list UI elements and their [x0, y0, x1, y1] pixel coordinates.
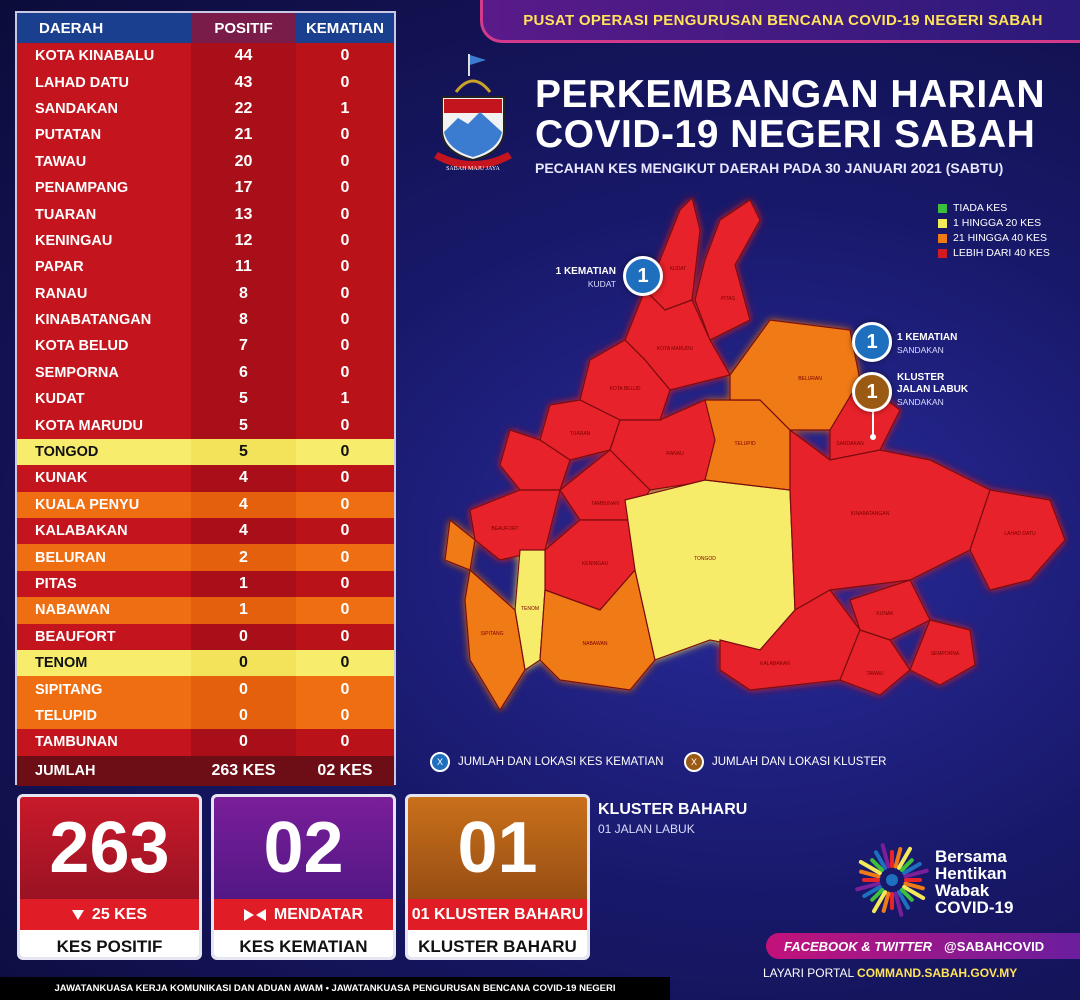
table-row: [17, 624, 394, 650]
map-district-pitas: [695, 200, 760, 340]
table-row: [17, 650, 394, 676]
positive-count-cell: 2: [191, 544, 296, 570]
table-row: [17, 386, 394, 412]
positive-cases-card: [17, 794, 202, 960]
social-platforms: FACEBOOK & TWITTER: [784, 938, 933, 954]
svg-text:TELUPID: TELUPID: [734, 441, 756, 447]
positive-count-cell: 0: [191, 676, 296, 702]
legend-item: 21 HINGGA 40 KES: [938, 231, 1050, 246]
svg-text:TONGOD: TONGOD: [694, 556, 716, 562]
district-name: KINABATANGAN: [35, 312, 152, 329]
table-row: [17, 69, 394, 95]
svg-text:KOTA BELUD: KOTA BELUD: [609, 386, 641, 392]
table-row: [17, 201, 394, 227]
death-count-cell: 0: [340, 495, 350, 513]
death-count-cell: 0: [296, 254, 394, 280]
legend-item: LEBIH DARI 40 KES: [938, 246, 1050, 261]
new-cluster-title: KLUSTER BAHARU: [598, 801, 748, 818]
positive-count-cell: 7: [191, 333, 296, 359]
table-row: [17, 333, 394, 359]
death-count-cell: 0: [296, 307, 394, 333]
social-bar: [766, 933, 1080, 959]
table-row: [17, 281, 394, 307]
positive-count-cell: 6: [191, 360, 296, 386]
death-count: 02: [263, 808, 344, 888]
positive-count-cell: 21: [191, 122, 296, 148]
cluster-pointer-dot: [870, 434, 876, 440]
death-count-cell: 0: [296, 175, 394, 201]
death-label-sandakan: 1 KEMATIAN SANDAKAN: [897, 332, 958, 355]
positive-count-cell: 1: [191, 571, 296, 597]
positive-count-cell: 17: [191, 175, 296, 201]
district-name: KENINGAU: [35, 232, 113, 249]
svg-text:TAWAU: TAWAU: [866, 671, 884, 677]
table-row: [17, 544, 394, 570]
cluster-card-label: KLUSTER BAHARU: [408, 930, 587, 960]
death-count-cell: 1: [296, 96, 394, 122]
svg-text:PITAS: PITAS: [720, 296, 736, 302]
death-count-cell: 0: [296, 122, 394, 148]
svg-text:BEAUFORT: BEAUFORT: [491, 526, 519, 532]
district-name: KUALA PENYU: [35, 496, 140, 513]
svg-text:SANDAKAN: SANDAKAN: [836, 441, 864, 447]
table-row: [17, 571, 394, 597]
death-cases-card: [211, 794, 396, 960]
death-marker-legend: X JUMLAH DAN LOKASI KES KEMATIAN: [430, 752, 664, 772]
header-banner: PUSAT OPERASI PENGURUSAN BENCANA COVID-19 NEGERI SABAH: [480, 0, 1080, 43]
district-name: PENAMPANG: [35, 180, 129, 197]
death-count-cell: 0: [296, 412, 394, 438]
table-row: [17, 149, 394, 175]
total-label: JUMLAH: [35, 762, 96, 779]
death-count-cell: 0: [296, 201, 394, 227]
subtitle: PECAHAN KES MENGIKUT DAERAH PADA 30 JANUARI 2021 (SABTU): [535, 160, 1004, 176]
death-count-cell: 0: [340, 680, 350, 698]
table-body: [17, 43, 394, 756]
district-name: TAMBUNAN: [35, 734, 118, 751]
svg-text:BELURAN: BELURAN: [798, 376, 822, 382]
death-count-cell: 0: [296, 333, 394, 359]
death-label-kudat: 1 KEMATIAN KUDAT: [555, 266, 616, 289]
svg-text:TUARAN: TUARAN: [569, 431, 591, 437]
positive-count-cell: 4: [191, 518, 296, 544]
district-name: KUNAK: [35, 470, 88, 487]
district-name: SIPITANG: [35, 681, 103, 698]
positive-count-cell: 0: [191, 703, 296, 729]
positive-card-label: KES POSITIF: [20, 930, 199, 960]
table-row: [17, 729, 394, 755]
death-marker-kudat: 1: [623, 256, 663, 296]
svg-text:KENINGAU: KENINGAU: [581, 561, 609, 567]
district-name: SANDAKAN: [35, 100, 118, 117]
positive-count-cell: 4: [191, 465, 296, 491]
portal-line: LAYARI PORTAL COMMAND.SABAH.GOV.MY: [763, 966, 1018, 980]
death-count-cell: 0: [340, 548, 350, 566]
map-district-kuala-penyu: [445, 520, 475, 570]
table-row: [17, 228, 394, 254]
table-row: [17, 492, 394, 518]
table-row: [17, 175, 394, 201]
svg-text:SABAH MAJU JAYA: SABAH MAJU JAYA: [446, 166, 500, 172]
table-row: [17, 518, 394, 544]
death-count-cell: 0: [296, 624, 394, 650]
positive-count-cell: 0: [191, 729, 296, 755]
death-count-cell: 0: [340, 654, 350, 672]
table-row: [17, 412, 394, 438]
col-district-header: DAERAH: [17, 13, 191, 43]
positive-trend: 25 KES: [20, 899, 199, 930]
death-count-cell: 1: [296, 386, 394, 412]
positive-count-cell: 5: [191, 439, 296, 465]
legend-item: 1 HINGGA 20 KES: [938, 216, 1050, 231]
death-card-label: KES KEMATIAN: [214, 930, 393, 960]
district-name: PUTATAN: [35, 127, 102, 144]
table-row: [17, 122, 394, 148]
map-district-kudat: [645, 198, 700, 310]
down-arrow-icon: [72, 910, 84, 920]
positive-count-cell: 5: [191, 386, 296, 412]
table-row: [17, 439, 394, 465]
positive-count-cell: 13: [191, 201, 296, 227]
svg-text:KOTA MARUDU: KOTA MARUDU: [656, 346, 694, 352]
table-total-row: [17, 756, 394, 786]
district-name: KUDAT: [35, 391, 85, 408]
social-handle[interactable]: @SABAHCOVID: [944, 938, 1045, 954]
cluster-trend: 01 KLUSTER BAHARU: [408, 899, 587, 930]
svg-text:NABAWAN: NABAWAN: [582, 641, 608, 647]
death-count-cell: 0: [296, 228, 394, 254]
death-count-cell: 0: [296, 571, 394, 597]
positive-count-cell: 22: [191, 96, 296, 122]
table-header: [17, 13, 394, 43]
table-row: [17, 676, 394, 702]
district-name: SEMPORNA: [35, 364, 119, 381]
death-count-cell: 0: [340, 443, 350, 461]
positive-count-cell: 11: [191, 254, 296, 280]
death-count-cell: 0: [340, 706, 350, 724]
positive-count-cell: 1: [191, 597, 296, 623]
district-name: BELURAN: [35, 549, 106, 566]
death-count-cell: 0: [340, 601, 350, 619]
flat-trend-icon: [244, 909, 266, 921]
district-name: KOTA KINABALU: [35, 48, 155, 65]
death-count-cell: 0: [296, 281, 394, 307]
district-name: RANAU: [35, 285, 88, 302]
death-count-cell: 0: [296, 465, 394, 491]
svg-text:KINABATANGAN: KINABATANGAN: [850, 511, 890, 517]
cluster-card: [405, 794, 590, 960]
svg-text:SIPITANG: SIPITANG: [480, 631, 504, 637]
positive-count-cell: 44: [191, 43, 296, 69]
table-row: [17, 254, 394, 280]
footer-credits: JAWATANKUASA KERJA KOMUNIKASI DAN ADUAN AWAM • JAWATANKUASA PENGURUSAN BENCANA COVID-19 NEGERI: [0, 977, 670, 1000]
positive-count-cell: 0: [191, 624, 296, 650]
district-name: TELUPID: [35, 707, 98, 724]
table-row: [17, 307, 394, 333]
svg-text:KUNAK: KUNAK: [876, 611, 894, 617]
district-name: TUARAN: [35, 206, 97, 223]
total-death: 02 KES: [317, 761, 373, 779]
positive-count-cell: 5: [191, 412, 296, 438]
cluster-legend-icon: X: [684, 752, 704, 772]
district-name: NABAWAN: [35, 602, 110, 619]
death-count-cell: 0: [296, 518, 394, 544]
svg-text:SEMPORNA: SEMPORNA: [930, 651, 960, 657]
death-count-cell: 0: [296, 729, 394, 755]
death-count-cell: 0: [296, 69, 394, 95]
positive-count-cell: 43: [191, 69, 296, 95]
cluster-marker-sandakan: 1: [852, 372, 892, 412]
col-death-header: KEMATIAN: [296, 13, 394, 43]
death-count-cell: 0: [296, 43, 394, 69]
table-row: [17, 597, 394, 623]
sabah-district-map: [430, 190, 1080, 740]
death-trend: MENDATAR: [214, 899, 393, 930]
table-row: [17, 43, 394, 69]
sabah-crest-logo: [428, 52, 518, 182]
positive-count-cell: 20: [191, 149, 296, 175]
map-district-kinabatangan: [790, 430, 990, 610]
positive-count-cell: 0: [191, 650, 296, 676]
death-count-cell: 0: [296, 149, 394, 175]
death-marker-sandakan: 1: [852, 322, 892, 362]
table-row: [17, 703, 394, 729]
death-legend-icon: X: [430, 752, 450, 772]
map-district-tongod: [625, 480, 795, 660]
positive-count: 263: [49, 808, 170, 888]
district-name: TENOM: [35, 655, 88, 672]
campaign-slogan: Bersama Hentikan Wabak COVID-19: [935, 847, 1014, 917]
district-name: TAWAU: [35, 153, 87, 170]
district-name: BEAUFORT: [35, 628, 116, 645]
table-row: [17, 96, 394, 122]
svg-text:TAMBUNAN: TAMBUNAN: [591, 501, 619, 507]
district-name: KALABAKAN: [35, 523, 128, 540]
title-line-1: PERKEMBANGAN HARIAN: [535, 73, 1046, 116]
district-name: LAHAD DATU: [35, 74, 129, 91]
title-line-2: COVID-19 NEGERI SABAH: [535, 113, 1036, 156]
positive-count-cell: 8: [191, 307, 296, 333]
legend-item: TIADA KES: [938, 201, 1050, 216]
table-row: [17, 360, 394, 386]
svg-text:TENOM: TENOM: [520, 606, 540, 612]
svg-text:KUDAT: KUDAT: [669, 266, 687, 272]
campaign-burst-icon: [852, 840, 932, 920]
death-count-cell: 0: [296, 360, 394, 386]
district-name: PAPAR: [35, 259, 84, 276]
total-positive: 263 KES: [211, 761, 276, 779]
district-name: TONGOD: [35, 444, 99, 461]
svg-text:RANAU: RANAU: [666, 451, 684, 457]
district-name: PITAS: [35, 576, 77, 592]
positive-count-cell: 4: [191, 492, 296, 518]
col-positive-header: POSITIF: [191, 13, 296, 43]
svg-text:KALABAKAN: KALABAKAN: [760, 661, 790, 667]
positive-count-cell: 8: [191, 281, 296, 307]
cluster-count: 01: [457, 808, 538, 888]
district-table: [15, 11, 396, 785]
portal-url[interactable]: COMMAND.SABAH.GOV.MY: [857, 966, 1018, 980]
new-cluster-item: 01 JALAN LABUK: [598, 822, 695, 836]
positive-count-cell: 12: [191, 228, 296, 254]
district-name: KOTA MARUDU: [35, 417, 143, 434]
cluster-marker-legend: X JUMLAH DAN LOKASI KLUSTER: [684, 752, 886, 772]
svg-text:LAHAD DATU: LAHAD DATU: [1004, 531, 1036, 537]
district-name: KOTA BELUD: [35, 338, 129, 355]
table-row: [17, 465, 394, 491]
cluster-label-sandakan: KLUSTER JALAN LABUK SANDAKAN: [897, 372, 969, 407]
